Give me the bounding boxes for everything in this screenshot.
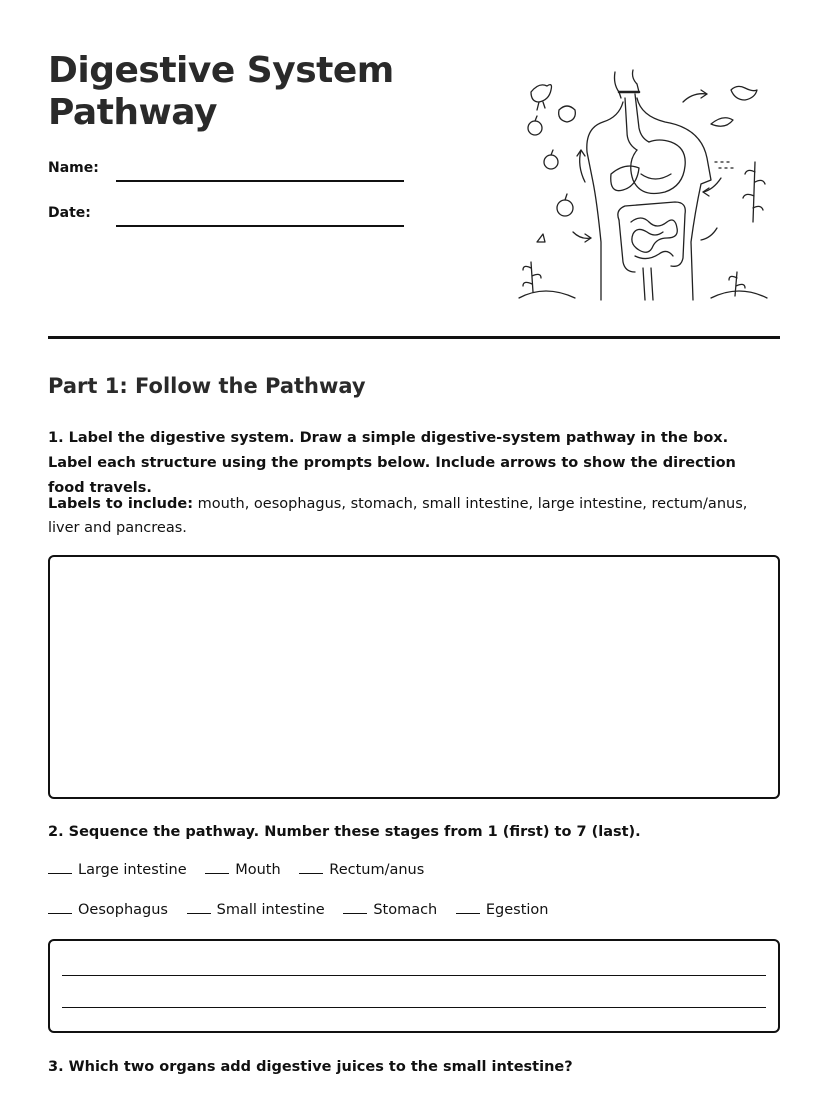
stage-label: Mouth (235, 862, 281, 878)
sequence-item (48, 862, 187, 878)
name-label: Name: (48, 160, 99, 176)
stage-label: Large intestine (78, 862, 187, 878)
drawing-box[interactable] (48, 555, 780, 799)
date-label: Date: (48, 205, 91, 221)
sequence-item (456, 902, 549, 918)
number-blank[interactable] (187, 913, 211, 914)
title-line-2: Pathway (48, 92, 217, 133)
sequence-item (343, 902, 437, 918)
title-line-1: Digestive System (48, 50, 394, 91)
number-blank[interactable] (456, 913, 480, 914)
number-blank[interactable] (343, 913, 367, 914)
sequence-item (48, 902, 168, 918)
part-1-title: Part 1: Follow the Pathway (48, 374, 366, 398)
name-field-line[interactable] (116, 180, 404, 182)
number-blank[interactable] (205, 873, 229, 874)
sequence-row-2 (48, 902, 562, 918)
question-1: 1. Label the digestive system. Draw a simple digestive-system pathway in the box. Label each structure using the prompts below. Include arrows to show the direction food travels. (48, 430, 736, 496)
date-field-line[interactable] (116, 225, 404, 227)
number-blank[interactable] (299, 873, 323, 874)
answer-line[interactable] (62, 1007, 766, 1008)
number-blank[interactable] (48, 913, 72, 914)
stage-label: Rectum/anus (329, 862, 425, 878)
stage-label: Stomach (373, 902, 438, 918)
question-2: 2. Sequence the pathway. Number these stages from 1 (first) to 7 (last). (48, 824, 641, 840)
answer-box[interactable] (48, 939, 780, 1033)
sequence-item (299, 862, 424, 878)
labels-prefix: Labels to include: (48, 496, 194, 512)
labels-list: mouth, oesophagus, stomach, small intestine, large intestine, rectum/anus, liver and pancreas. (48, 496, 748, 536)
answer-line[interactable] (62, 975, 766, 976)
stage-label: Oesophagus (78, 902, 168, 918)
labels-to-include (48, 492, 764, 540)
stage-label: Small intestine (216, 902, 325, 918)
header-divider (48, 336, 780, 339)
sequence-row-1 (48, 862, 438, 878)
number-blank[interactable] (48, 873, 72, 874)
sequence-item (205, 862, 280, 878)
question-3: 3. Which two organs add digestive juices to the small intestine? (48, 1059, 573, 1075)
sequence-item (187, 902, 325, 918)
digestive-system-illustration (515, 62, 775, 312)
worksheet-title (48, 50, 394, 134)
stage-label: Egestion (485, 902, 549, 918)
